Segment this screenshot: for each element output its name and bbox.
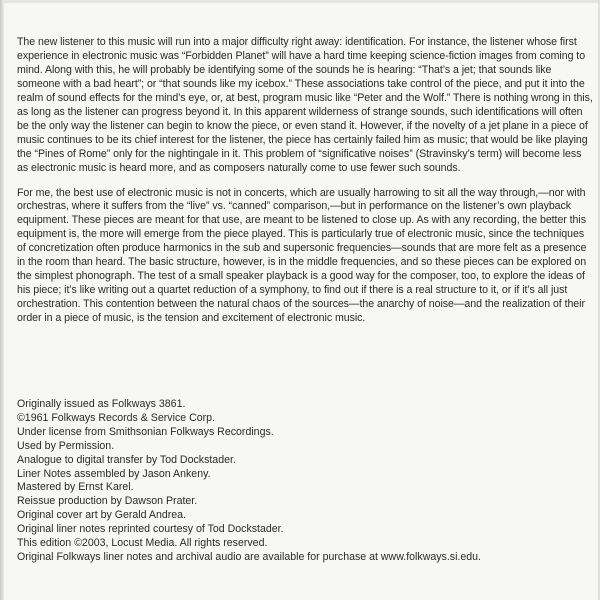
credit-cover-art: Original cover art by Gerald Andrea. [17, 509, 186, 522]
credit-liner-notes: Liner Notes assembled by Jason Ankeny. [17, 467, 211, 480]
page-left-edge [0, 0, 4, 600]
liner-notes-paragraph-playback: For me, the best use of electronic music is not in concerts, which are usually harrowing to sit all the way through,—nor with orchestras, where it suffers from the “live” vs. “canned” comparison,—but in performance on the listener’s own playback equipment. These pieces are meant for that use, are meant to be listened to close up. As with any recording, the better this equipment is, the more will emerge from the piece played. This is particularly true of electronic music, since the techniques of concretization often produce harmonics in the sub and supersonic frequencies—sounds that are more felt as a presence in the room than heard. The basic structure, however, is in the middle frequencies, and so these pieces can be explored on the simplest phonograph. The test of a small speaker playback is a good way for the composer, too, to explore the ideas of his piece; it’s like writing out a quartet reduction of a symphony, to find out if there is a real structure to it, or if it’s all just orchestration. This contention between the natural chaos of the sources—the anarchy of noise—and the realization of their order in a piece of music, is the tension and excitement of electronic music. [17, 186, 587, 325]
credits-block [17, 398, 595, 565]
credit-reissue-production: Reissue production by Dawson Prater. [17, 495, 198, 508]
credit-license: Under license from Smithsonian Folkways Recordings. [17, 425, 274, 438]
page-top-edge [0, 0, 600, 3]
credit-folkways-purchase: Original Folkways liner notes and archival audio are available for purchase at www.folkways.si.edu. [17, 550, 481, 563]
liner-notes-body [17, 36, 595, 326]
credit-original-issue: Originally issued as Folkways 3861. [17, 398, 186, 410]
credit-transfer: Analogue to digital transfer by Tod Dockstader. [17, 453, 236, 466]
credit-liner-notes-reprint: Original liner notes reprinted courtesy of Tod Dockstader. [17, 523, 284, 536]
credit-edition-copyright: This edition ©2003, Locust Media. All rights reserved. [17, 537, 268, 550]
credit-copyright-1961: ©1961 Folkways Records & Service Corp. [17, 411, 215, 424]
credit-mastering: Mastered by Ernst Karel. [17, 481, 134, 494]
credit-permission: Used by Permission. [17, 439, 115, 452]
liner-notes-paragraph-identification: The new listener to this music will run into a major difficulty right away: identification. For instance, the listener whose first experience in electronic music was “Forbidden Planet” will have a hard time keeping science-fiction images from coming to mind. Along with this, he will probably be identifying some of the sounds he is hearing: “That’s a jet; that sounds like someone with a bad heart”; or “that sounds like my icebox.” These associations take control of the piece, and put it into the realm of sound effects for the mind’s eye, or, at best, program music like “Peter and the Wolf.” There is nothing wrong in this, as long as the listener can progress beyond it. In this apparent wilderness of strange sounds, such identifications will often be the only way the listener can begin to know the piece, or even stand it. However, if the novelty of a jet plane in a piece of music continues to be its chief interest for the listener, the piece has certainly failed him as music; that would be like playing the “Pines of Rome” only for the nightingale in it. This problem of “significative noises” (Stravinsky’s term) will become less as electronic music is heard more, and as composers naturally come to use fewer such sounds. [17, 36, 593, 174]
